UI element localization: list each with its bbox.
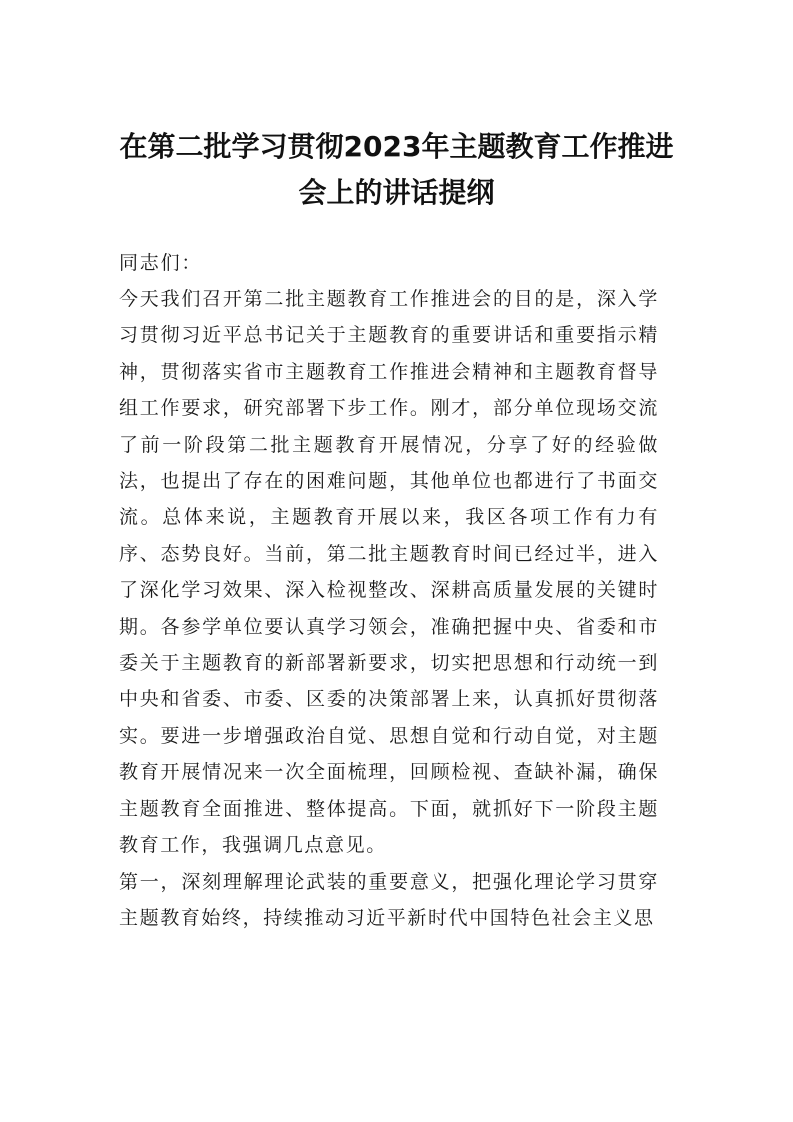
document-title: 在第二批学习贯彻2023年主题教育工作推进会上的讲话提纲 (119, 130, 674, 209)
paragraph: 今天我们召开第二批主题教育工作推进会的目的是，深入学习贯彻习近平总书记关于主题教育的重要讲话和重要指示精神，贯彻落实省市主题教育工作推进会精神和主题教育督导组工作要求，研究部署下步工作。刚才，部分单位现场交流了前一阶段第二批主题教育开展情况，分享了好的经验做法，也提出了存在的困难问题，其他单位也都进行了书面交流。总体来说，主题教育开展以来，我区各项工作有力有序、态势良好。当前，第二批主题教育时间已经过半，进入了深化学习效果、深入检视整改、深耕高质量发展的关键时期。各参学单位要认真学习领会，准确把握中央、省委和市委关于主题教育的新部署新要求，切实把思想和行动统一到中央和省委、市委、区委的决策部署上来，认真抓好贯彻落实。要进一步增强政治自觉、思想自觉和行动自觉，对主题教育开展情况来一次全面梳理，回顾检视、查缺补漏，确保主题教育全面推进、整体提高。下面，就抓好下一阶段主题教育工作，我强调几点意见。 (119, 288, 659, 857)
document-body (119, 281, 659, 936)
paragraph: 第一，深刻理解理论武装的重要意义，把强化理论学习贯穿主题教育始终，持续推动习近平新时代中国特色社会主义思 (119, 870, 659, 929)
greeting: 同志们： (119, 252, 203, 274)
